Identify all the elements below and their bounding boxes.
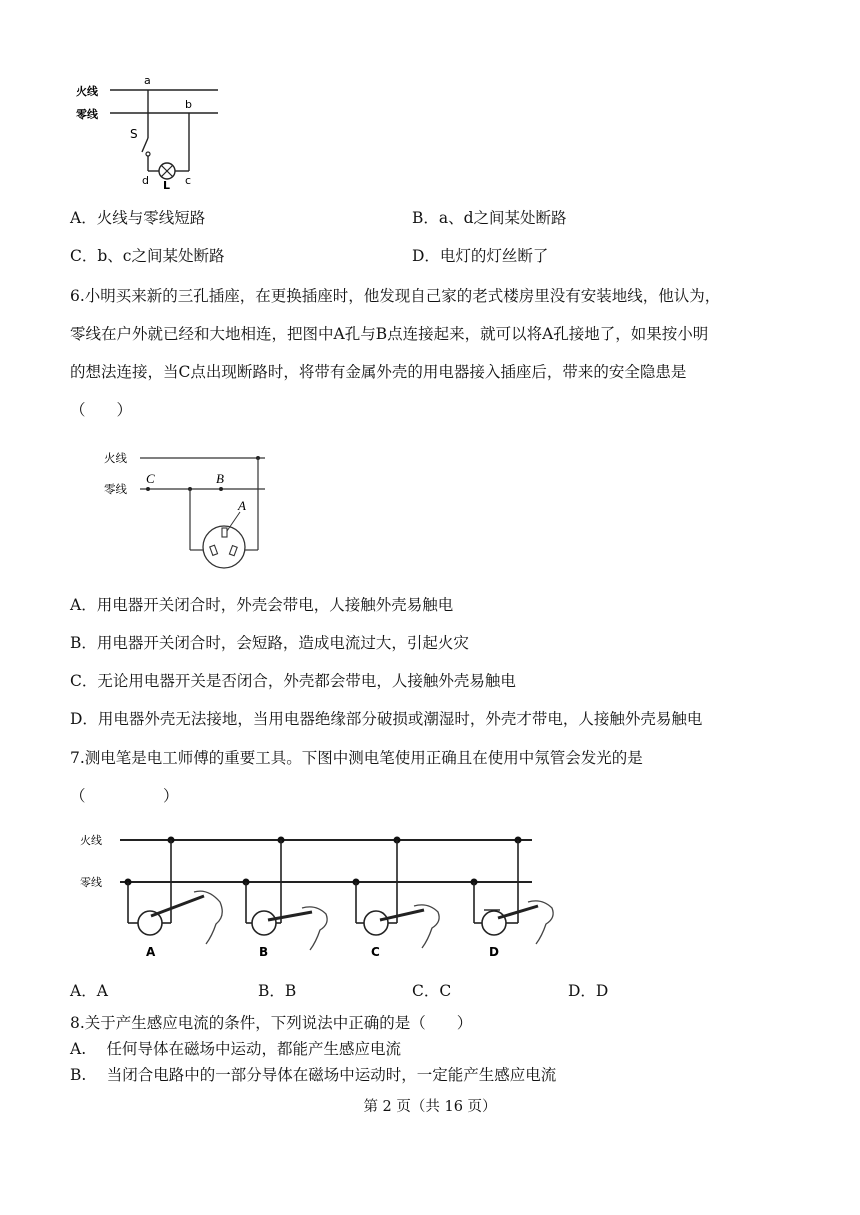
q6-socket-diagram [100, 440, 275, 575]
neutral-wire-label: 零线 [80, 876, 102, 889]
figure-label: B [259, 945, 269, 959]
hole-a-label: A [238, 498, 246, 513]
socket-icon [482, 911, 506, 935]
point-a-label: a [144, 74, 151, 87]
switch-label: S [130, 127, 138, 141]
q6-stem-line2: 零线在户外就已经和大地相连，把图中A孔与B点连接起来，就可以将A孔接地了，如果按小明 [70, 325, 709, 343]
live-wire-label: 火线 [76, 85, 98, 98]
neutral-wire-label: 零线 [76, 108, 98, 121]
figure-label: C [371, 945, 380, 959]
test-pen-icon [151, 896, 204, 916]
q5-option-a[interactable]: A．火线与零线短路 [70, 209, 206, 227]
q5-option-d[interactable]: D．电灯的灯丝断了 [412, 247, 549, 265]
q5-option-b[interactable]: B．a、d之间某处断路 [412, 209, 567, 227]
q7-option-b[interactable]: B．B [258, 982, 297, 1000]
switch-blade [142, 138, 148, 152]
lamp-label: L [163, 179, 171, 192]
point-c-label: C [146, 471, 155, 486]
q6-answer-paren: （ ） [70, 401, 133, 419]
point-b-label: b [185, 98, 192, 111]
point-b-label: B [216, 471, 224, 486]
socket-icon [364, 911, 388, 935]
q6-option-b[interactable]: B．用电器开关闭合时，会短路，造成电流过大，引起火灾 [70, 634, 469, 652]
point-c-label: c [185, 174, 192, 187]
q6-stem-line1: 6.小明买来新的三孔插座，在更换插座时，他发现自己家的老式楼房里没有安装地线，他认为， [70, 287, 721, 305]
q7-option-c[interactable]: C．C [412, 982, 452, 1000]
q8-stem: 8.关于产生感应电流的条件，下列说法中正确的是（ ） [70, 1014, 473, 1032]
q8-option-b[interactable]: B. 当闭合电路中的一部分导体在磁场中运动时，一定能产生感应电流 [70, 1066, 557, 1084]
q8-option-a[interactable]: A. 任何导体在磁场中运动，都能产生感应电流 [70, 1040, 402, 1058]
q5-circuit-diagram [70, 72, 230, 192]
q7-option-a[interactable]: A．A [70, 982, 108, 1000]
page-footer: 第 2 页（共 16 页） [363, 1099, 497, 1115]
q6-option-a[interactable]: A．用电器开关闭合时，外壳会带电，人接触外壳易触电 [70, 596, 454, 614]
q7-stem: 7.测电笔是电工师傅的重要工具。下图中测电笔使用正确且在使用中氖管会发光的是 [70, 749, 643, 767]
q6-option-d[interactable]: D．用电器外壳无法接地，当用电器绝缘部分破损或潮湿时，外壳才带电，人接触外壳易触电 [70, 710, 703, 728]
q5-option-c[interactable]: C．b、c之间某处断路 [70, 247, 225, 265]
live-wire-label: 火线 [80, 834, 102, 847]
live-wire-label: 火线 [104, 451, 127, 465]
q7-answer-paren: （ ） [70, 787, 179, 805]
q6-stem-line3: 的想法连接，当C点出现断路时，将带有金属外壳的用电器接入插座后，带来的安全隐患是 [70, 363, 687, 381]
test-pen-icon [380, 910, 424, 920]
q7-option-d[interactable]: D．D [568, 982, 609, 1000]
q6-option-c[interactable]: C．无论用电器开关是否闭合，外壳都会带电，人接触外壳易触电 [70, 672, 516, 690]
figure-label: A [146, 945, 156, 959]
figure-label: D [489, 945, 499, 959]
neutral-wire-label: 零线 [104, 482, 127, 496]
q7-test-pen-diagram [76, 828, 576, 968]
socket-icon [252, 911, 276, 935]
point-d-label: d [142, 174, 149, 187]
